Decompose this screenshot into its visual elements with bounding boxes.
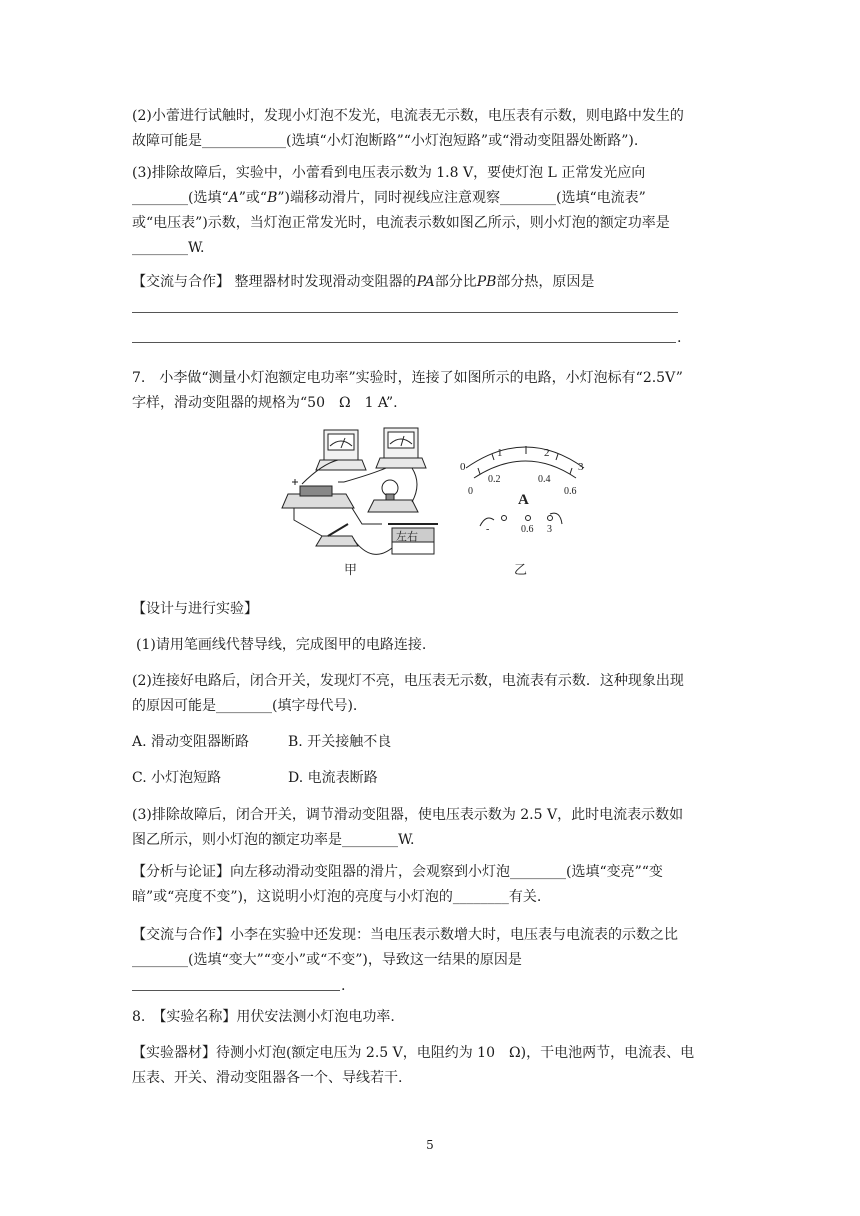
circuit-figure	[282, 424, 582, 586]
text-line: 图乙所示，则小灯泡的额定功率是________W.	[132, 832, 415, 848]
q7-exchange	[132, 923, 732, 973]
option-a: A. 滑动变阻器断路	[132, 734, 250, 750]
terminal-minus: -	[486, 524, 490, 535]
fig-label-jia: 甲	[344, 562, 358, 577]
option-c: C. 小灯泡短路	[132, 770, 222, 786]
q6-part2	[132, 104, 732, 154]
q7-step2	[132, 669, 732, 719]
text-line: ________(选填“变大”“变小”或“不变”)，导致这一结果的原因是	[132, 952, 522, 968]
q7-analysis	[132, 860, 732, 910]
text-line: 故障可能是____________(选填“小灯泡断路”“小灯泡短路”或“滑动变阻器处断路”).	[132, 133, 639, 149]
text-line: ________(选填“A”或“B”)端移动滑片，同时视线应注意观察________(选填“电流表”	[132, 190, 646, 206]
text-line: ________W.	[132, 240, 205, 256]
text-line: 【实验器材】待测小灯泡(额定电压为 2.5 V，电阻约为 10 Ω)，干电池两节，电流表、电	[132, 1045, 695, 1061]
end-period: .	[677, 330, 682, 346]
text-line: (2)连接好电路后，闭合开关，发现灯不亮，电压表无示数，电流表有示数．这种现象出现	[132, 673, 684, 689]
text-line: 7. 小李做“测量小灯泡额定电功率”实验时，连接了如图所示的电路，小灯泡标有“2.5V”	[132, 370, 683, 386]
design-heading: 【设计与进行实验】	[132, 601, 258, 617]
terminal-0-6: 0.6	[521, 524, 534, 535]
q8-materials	[132, 1041, 732, 1091]
battery-icon	[282, 479, 354, 508]
q6-exchange: 【交流与合作】 整理器材时发现滑动变阻器的PA部分比PB部分热，原因是	[132, 274, 595, 290]
ammeter-letter: A	[518, 492, 529, 508]
meter-right-icon	[376, 428, 426, 468]
q8-title: 8. 【实验名称】用伏安法测小灯泡电功率.	[132, 1009, 395, 1025]
text-line: (3)排除故障后，实验中，小蕾看到电压表示数为 1.8 V，要使灯泡 L 正常发光应向	[132, 165, 646, 181]
text-line: (3)排除故障后，闭合开关，调节滑动变阻器，使电压表示数为 2.5 V，此时电流表示数如	[132, 807, 684, 823]
option-b: B. 开关接触不良	[288, 734, 392, 750]
q6-part3	[132, 161, 732, 261]
text-line: 暗”或“亮度不变”)，这说明小灯泡的亮度与小灯泡的________有关.	[132, 889, 542, 905]
scale-top-1: 1	[497, 447, 503, 459]
scale-top-3: 3	[578, 461, 584, 473]
option-d: D. 电流表断路	[288, 770, 378, 786]
rheostat-label: 左右	[396, 531, 418, 543]
bulb-icon	[368, 480, 418, 512]
fig-label-yi: 乙	[514, 562, 528, 577]
text-line: 【分析与论证】向左移动滑动变阻器的滑片，会观察到小灯泡________(选填“变亮”“变	[132, 864, 663, 880]
end-period: .	[341, 978, 346, 994]
scale-bottom-3: 0.6	[564, 486, 577, 497]
text-line: 压表、开关、滑动变阻器各一个、导线若干.	[132, 1070, 403, 1086]
scale-top-0: 0	[460, 461, 466, 473]
answer-line	[132, 312, 678, 313]
terminal-3: 3	[547, 524, 552, 535]
q7-intro	[132, 366, 732, 416]
scale-bottom-2: 0.4	[538, 474, 551, 485]
scale-top-2: 2	[544, 447, 550, 459]
scale-bottom-1: 0.2	[488, 474, 501, 485]
answer-line	[132, 990, 340, 991]
text-line: 或“电压表”)示数，当灯泡正常发光时，电流表示数如图乙所示，则小灯泡的额定功率是	[132, 215, 670, 231]
meter-left-icon	[316, 430, 366, 470]
answer-line	[132, 342, 676, 343]
scale-bottom-0: 0	[468, 486, 473, 497]
text-line: 的原因可能是________(填字母代号).	[132, 698, 358, 714]
text-line: 字样，滑动变阻器的规格为“50 Ω 1 A”.	[132, 395, 398, 411]
switch-icon	[316, 524, 358, 546]
q7-step3	[132, 803, 732, 853]
text-line: (2)小蕾进行试触时，发现小灯泡不发光，电流表无示数，电压表有示数，则电路中发生的	[132, 108, 684, 124]
page-number: 5	[426, 1138, 434, 1152]
q7-step1: (1)请用笔画线代替导线，完成图甲的电路连接.	[136, 637, 427, 653]
text-line: 【交流与合作】小李在实验中还发现：当电压表示数增大时，电压表与电流表的示数之比	[132, 927, 678, 943]
